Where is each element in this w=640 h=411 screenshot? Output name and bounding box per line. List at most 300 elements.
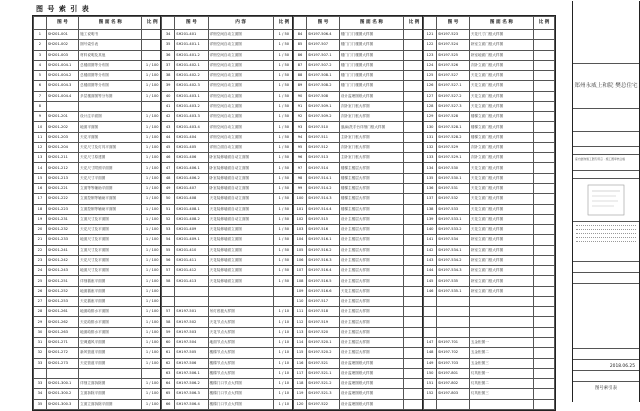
drawing-scale — [534, 317, 555, 327]
table-row — [294, 122, 425, 132]
drawing-scale: 1 / 100 — [142, 194, 163, 204]
index-table-4 — [422, 15, 556, 411]
row-number: 31 — [34, 337, 47, 347]
table-row — [424, 163, 555, 173]
drawing-scale: 1 / 50 — [273, 142, 294, 152]
drawing-scale: 1 / 50 — [273, 194, 294, 204]
row-number: 102 — [294, 214, 307, 224]
drawing-scale: 1 / 50 — [273, 173, 294, 183]
drawing-title: 楼梯门口节点大样图 — [208, 379, 273, 389]
tb-line-cell — [573, 147, 639, 155]
row-number: 105 — [294, 245, 307, 255]
drawing-title: 地面给排水平面图 — [79, 327, 142, 337]
drawing-title: 楼梯门口节点大样图 — [208, 389, 273, 399]
drawing-date: 2018.06.25 — [609, 364, 635, 369]
drawing-code — [437, 317, 470, 327]
drawing-scale: 1 / 50 — [273, 101, 294, 111]
table-row — [294, 266, 425, 276]
row-number: 19 — [34, 214, 47, 224]
table-row — [294, 60, 425, 70]
drawing-title: 灯具柜图一 — [469, 368, 533, 378]
table-row — [34, 379, 163, 389]
drawing-scale: 1 / 10 — [273, 327, 294, 337]
drawing-code: SH201-409 — [175, 225, 208, 235]
row-number: 106 — [294, 255, 307, 265]
table-row — [162, 296, 295, 306]
drawing-code: SH197-508.2 — [307, 81, 340, 91]
row-number: 119 — [294, 389, 307, 399]
drawing-code: SH197-507.1 — [307, 50, 340, 60]
table-row — [162, 122, 295, 132]
row-number: 50 — [162, 194, 175, 204]
row-number: 65 — [162, 389, 175, 399]
drawing-title: 详细空间自动立面图 — [208, 91, 273, 101]
table-row — [34, 245, 163, 255]
drawing-scale: 1 / 100 — [142, 266, 163, 276]
table-row — [294, 50, 425, 60]
drawing-code: SH197-503 — [175, 327, 208, 337]
drawing-scale: 1 / 100 — [142, 358, 163, 368]
drawing-title: 天花尺寸平面图 — [79, 173, 142, 183]
row-number: 33 — [34, 358, 47, 368]
drawing-title: 主卧室门框大样图 — [339, 153, 403, 163]
table-row — [34, 276, 163, 286]
table-row — [34, 296, 163, 306]
row-number: 5 — [34, 71, 47, 81]
row-number: 25 — [34, 276, 47, 286]
row-number: 96 — [294, 153, 307, 163]
header-blank — [294, 17, 307, 30]
drawing-code: SH201-271 — [46, 337, 78, 347]
drawing-title: 地面尺寸及平面图 — [79, 266, 142, 276]
company-seal-icon — [586, 183, 626, 217]
table-row — [424, 173, 555, 183]
row-number: 22 — [34, 245, 47, 255]
row-number: 23 — [34, 255, 47, 265]
drawing-scale: 1 / 100 — [142, 399, 163, 409]
drawing-title: 详细立面自动立面图 — [208, 142, 273, 152]
row-number: 121 — [424, 30, 437, 40]
drawing-title: 楼梯立面门框大样图 — [469, 132, 533, 142]
drawing-title: 详细空间自动立面图 — [208, 50, 273, 60]
table-row — [162, 112, 295, 122]
drawing-code: SH201-405 — [175, 142, 208, 152]
table-row — [424, 40, 555, 50]
drawing-title: 楼门门门楼图大样图 — [339, 71, 403, 81]
drawing-title: 立面等等辅助平面图 — [79, 183, 142, 193]
row-number: 134 — [424, 163, 437, 173]
drawing-title: 天花装修墙面立面图 — [208, 266, 273, 276]
row-number: 103 — [294, 225, 307, 235]
row-number: 136 — [424, 183, 437, 193]
index-table-1 — [32, 15, 164, 411]
row-number: 104 — [294, 235, 307, 245]
drawing-title: 次卧立面门框大样图 — [469, 142, 533, 152]
drawing-code: SH197-523 — [437, 30, 470, 40]
row-number: 34 — [34, 389, 47, 399]
drawing-title: 详细空间自动立面图 — [208, 81, 273, 91]
drawing-code: SH197-535 — [437, 276, 470, 286]
tb-small-cell — [573, 273, 639, 284]
drawing-code — [437, 307, 470, 317]
drawing-code: SH201-413 — [175, 276, 208, 286]
drawing-scale — [534, 153, 555, 163]
drawing-title: 空调通风平面图 — [79, 337, 142, 347]
row-number: 28 — [34, 307, 47, 317]
drawing-scale — [534, 81, 555, 91]
row-number: 14 — [34, 163, 47, 173]
drawing-title: 灯具柜图三 — [469, 389, 533, 399]
drawing-scale: 1 / 50 — [273, 132, 294, 142]
row-number: 135 — [424, 173, 437, 183]
drawing-scale: 1 / 50 — [273, 122, 294, 132]
drawing-title: 详细插座平面图 — [79, 276, 142, 286]
row-number: 16 — [34, 183, 47, 193]
index-table-3 — [292, 15, 426, 411]
drawing-code: SH201-222 — [46, 194, 78, 204]
drawing-scale: 1 / 100 — [142, 307, 163, 317]
drawing-code: SH197-527.2 — [437, 91, 470, 101]
table-row — [34, 337, 163, 347]
table-row — [424, 153, 555, 163]
row-number: 38 — [162, 71, 175, 81]
project-name: 郑州永威上和院 樊总住宅 — [574, 82, 638, 89]
drawing-title: 设计主楼层大样图 — [339, 225, 403, 235]
drawing-title: 立面拆除平面图 — [79, 389, 142, 399]
row-number: 113 — [294, 327, 307, 337]
drawing-title: 天花装修墙面立面图 — [208, 235, 273, 245]
drawing-title — [469, 327, 533, 337]
drawing-title: 立面尺寸及平面图 — [79, 214, 142, 224]
table-row — [162, 245, 295, 255]
drawing-code: SH197-521 — [307, 358, 340, 368]
drawing-title: 地面给排水平面图 — [79, 307, 142, 317]
table-row — [424, 122, 555, 132]
table-row — [424, 132, 555, 142]
row-number: 64 — [162, 379, 175, 389]
drawing-scale: 1 / 100 — [142, 235, 163, 245]
row-number: 97 — [294, 163, 307, 173]
table-row — [162, 81, 295, 91]
drawing-code: SH197-505 — [175, 348, 208, 358]
tb-line-cell — [573, 171, 639, 179]
drawing-title: 天花节点大样图 — [208, 327, 273, 337]
drawing-scale: 1 / 100 — [142, 379, 163, 389]
certificate-cell — [573, 155, 639, 171]
drawing-title: 设计监理图纸大样图 — [339, 399, 403, 409]
row-number: 58 — [162, 276, 175, 286]
table-row — [162, 30, 295, 40]
drawing-code: SH201-410 — [175, 245, 208, 255]
row-number: 40 — [162, 91, 175, 101]
seal-cell — [573, 179, 639, 222]
row-number: 57 — [162, 307, 175, 317]
index-table — [293, 16, 425, 410]
tb-big-cell — [573, 284, 639, 349]
drawing-scale: 1 / 100 — [142, 122, 163, 132]
drawing-code: SH197-511 — [307, 132, 340, 142]
column-header: 图 号 — [175, 17, 208, 30]
row-number: 6 — [34, 81, 47, 91]
drawing-scale: 1 / 100 — [142, 276, 163, 286]
drawing-code: SH201-406.2 — [175, 173, 208, 183]
row-number: 48 — [162, 173, 175, 183]
drawing-code: SH197-514.1 — [307, 173, 340, 183]
row-number: 63 — [162, 368, 175, 378]
drawing-title: 主卧室门框大样图 — [339, 132, 403, 142]
drawing-code: SH197-506 — [175, 358, 208, 368]
sheet-name: 图号索引表 — [595, 386, 617, 391]
drawing-title: 地面平面图 — [79, 122, 142, 132]
drawing-title: 详细空间自动立面图 — [208, 132, 273, 142]
drawing-code: SH197-515 — [307, 214, 340, 224]
drawing-title: 灯具柜图二 — [469, 379, 533, 389]
drawing-scale: 1 / 100 — [142, 183, 163, 193]
row-number: 47 — [162, 163, 175, 173]
row-number: 85 — [294, 40, 307, 50]
drawing-title — [469, 296, 533, 306]
row-number: 100 — [294, 194, 307, 204]
table-row — [34, 348, 163, 358]
row-number: 32 — [34, 348, 47, 358]
table-row — [162, 132, 295, 142]
drawing-scale: 1 / 50 — [273, 91, 294, 101]
row-number: 126 — [424, 81, 437, 91]
table-row — [424, 225, 555, 235]
drawing-code: SH197-535.1 — [437, 286, 470, 296]
row-number: 149 — [424, 358, 437, 368]
drawing-code: SH201-001 — [46, 30, 78, 40]
table-row — [294, 255, 425, 265]
drawing-title — [208, 286, 273, 296]
drawing-scale — [534, 173, 555, 183]
drawing-code: SH197-526 — [437, 60, 470, 70]
table-row — [424, 194, 555, 204]
drawing-code: SH201-402.2 — [175, 71, 208, 81]
row-number: 41 — [162, 101, 175, 111]
table-row — [424, 337, 555, 347]
row-number: 66 — [162, 399, 175, 409]
drawing-scale — [534, 225, 555, 235]
drawing-code — [46, 368, 78, 378]
table-row — [294, 153, 425, 163]
drawing-code: SH201-300.1 — [46, 379, 78, 389]
column-header: 图 面 名 称 — [469, 17, 533, 30]
drawing-scale: 1 / 100 — [142, 296, 163, 306]
drawing-title: 天花主楼层大样图 — [339, 286, 403, 296]
drawing-scale — [534, 276, 555, 286]
row-number — [424, 399, 437, 409]
row-number: 148 — [424, 348, 437, 358]
table-row — [34, 163, 163, 173]
row-number: 147 — [424, 337, 437, 347]
row-number: 150 — [424, 368, 437, 378]
row-number: 2 — [34, 40, 47, 50]
drawing-code: SH201-241 — [46, 245, 78, 255]
row-number: 144 — [424, 266, 437, 276]
row-number: 3 — [34, 50, 47, 60]
row-number: 146 — [424, 286, 437, 296]
drawing-title: 天花尺寸附照平面图 — [79, 163, 142, 173]
drawing-code: SH197-509.1 — [307, 101, 340, 111]
table-row — [294, 348, 425, 358]
table-row — [162, 266, 295, 276]
drawing-scale — [534, 235, 555, 245]
table-row — [162, 153, 295, 163]
row-number: 54 — [162, 235, 175, 245]
table-row — [162, 348, 295, 358]
table-row — [424, 266, 555, 276]
drawing-title: 详细空间自动立面图 — [208, 40, 273, 50]
drawing-scale: 1 / 100 — [142, 153, 163, 163]
row-number — [424, 317, 437, 327]
row-number: 55 — [162, 245, 175, 255]
drawing-code: SH201-233 — [46, 235, 78, 245]
project-name-cell — [573, 64, 639, 109]
row-number: 118 — [294, 379, 307, 389]
row-number: 10 — [34, 122, 47, 132]
drawing-code: SH201-403.2 — [175, 101, 208, 111]
drawing-scale: 1 / 50 — [273, 50, 294, 60]
drawing-title: 楼梯主楼层大样图 — [339, 173, 403, 183]
drawing-title: 设计主楼层大样图 — [339, 245, 403, 255]
drawing-scale: 1 / 50 — [273, 163, 294, 173]
drawing-code: SH201-406 — [175, 153, 208, 163]
row-number: 120 — [294, 399, 307, 409]
drawing-scale — [534, 296, 555, 306]
drawing-title: 设计主楼层大样图 — [339, 348, 403, 358]
table-row — [424, 60, 555, 70]
drawing-code: SH201-403.3 — [175, 112, 208, 122]
table-row — [294, 235, 425, 245]
drawing-scale: 1 / 10 — [273, 317, 294, 327]
row-number: 138 — [424, 204, 437, 214]
drawing-code: SH197-521.3 — [307, 389, 340, 399]
table-row — [34, 214, 163, 224]
row-number: 30 — [34, 327, 47, 337]
drawing-title: 楼门门门楼图大样图 — [339, 50, 403, 60]
drawing-title: 设计主楼层大样图 — [339, 296, 403, 306]
table-row — [424, 307, 555, 317]
table-row — [294, 214, 425, 224]
table-row — [294, 173, 425, 183]
drawing-code: SH201-401.2 — [175, 50, 208, 60]
drawing-title: 五金柜图二 — [469, 348, 533, 358]
table-row — [424, 296, 555, 306]
table-row — [162, 183, 295, 193]
drawing-code: SH197-513 — [307, 153, 340, 163]
row-number: 139 — [424, 214, 437, 224]
table-row — [294, 389, 425, 399]
drawing-scale — [534, 142, 555, 152]
row-number: 7 — [34, 91, 47, 101]
table-row — [162, 71, 295, 81]
drawing-scale — [534, 255, 555, 265]
drawing-title: 设计主楼层大样图 — [339, 276, 403, 286]
drawing-scale: 1 / 10 — [273, 348, 294, 358]
table-row — [294, 183, 425, 193]
column-header: 比 例 — [273, 17, 294, 30]
drawing-title: 立面控制等辅助平面图 — [79, 204, 142, 214]
drawing-scale: 1 / 50 — [273, 153, 294, 163]
table-row — [294, 337, 425, 347]
row-number: 110 — [294, 296, 307, 306]
drawing-code: SH197-521.1 — [307, 368, 340, 378]
drawing-code: SH197-508 — [307, 91, 340, 101]
row-number: 141 — [424, 235, 437, 245]
drawing-code: SH197-514 — [307, 163, 340, 173]
drawing-scale: 1 / 50 — [273, 276, 294, 286]
row-number: 88 — [294, 71, 307, 81]
row-number: 133 — [424, 153, 437, 163]
column-header: 图 面 名 称 — [79, 17, 142, 30]
row-number: 125 — [424, 71, 437, 81]
drawing-scale: 1 / 10 — [273, 389, 294, 399]
table-row — [424, 50, 555, 60]
drawing-code: SH197-701 — [437, 337, 470, 347]
row-number: 26 — [34, 286, 47, 296]
drawing-title: 卧室装修墙面自动立面图 — [208, 183, 273, 193]
table-row — [162, 368, 295, 378]
drawing-title: 五金柜图一 — [469, 337, 533, 347]
title-block — [572, 1, 640, 402]
row-number: 84 — [294, 30, 307, 40]
drawing-scale — [534, 348, 555, 358]
drawing-code: SH201-403.1 — [175, 91, 208, 101]
row-number: 18 — [34, 204, 47, 214]
row-number: 115 — [294, 348, 307, 358]
drawing-code: SH201-204 — [46, 142, 78, 152]
row-number: 152 — [424, 389, 437, 399]
row-number: 20 — [34, 225, 47, 235]
drawing-code: SH197-520.1 — [307, 337, 340, 347]
drawing-code: SH197-520 — [307, 327, 340, 337]
drawing-code: SH201-408 — [175, 194, 208, 204]
row-number: 51 — [162, 204, 175, 214]
drawing-title: 详细空间自动立面图 — [208, 60, 273, 70]
row-number — [34, 368, 47, 378]
table-row — [162, 91, 295, 101]
drawing-scale: 1 / 10 — [273, 337, 294, 347]
row-number: 8 — [34, 101, 47, 111]
drawing-title: 天花给排水平面图 — [79, 317, 142, 327]
drawing-title: 设计监理图纸大样图 — [339, 379, 403, 389]
drawing-scale: 1 / 50 — [273, 225, 294, 235]
row-number: 49 — [162, 183, 175, 193]
drawing-code: SH201-402.3 — [175, 81, 208, 91]
drawing-title: 天花尺寸及平面图 — [79, 255, 142, 265]
drawing-scale — [534, 101, 555, 111]
drawing-title: 设计主楼层大样图 — [339, 327, 403, 337]
drawing-code: SH197-516.4 — [307, 266, 340, 276]
drawing-title: 次卧室门框大样图 — [339, 142, 403, 152]
drawing-title: 设计监理图纸大样图 — [339, 389, 403, 399]
table-row — [294, 327, 425, 337]
drawing-title: 天花立面门框大样图 — [469, 81, 533, 91]
drawing-scale: 1 / 50 — [273, 255, 294, 265]
drawing-code: SH201-223 — [46, 204, 78, 214]
drawing-code: SH201-203 — [46, 132, 78, 142]
drawing-code: SH201-004.3 — [46, 81, 78, 91]
table-row — [162, 358, 295, 368]
column-header: 比 例 — [404, 17, 425, 30]
tb-blank-cell — [573, 109, 639, 132]
row-number: 151 — [424, 379, 437, 389]
drawing-scale: 1 / 100 — [142, 112, 163, 122]
drawing-scale: 1 / 50 — [273, 214, 294, 224]
drawing-scale: 1 / 10 — [273, 368, 294, 378]
column-header: 图 号 — [46, 17, 78, 30]
